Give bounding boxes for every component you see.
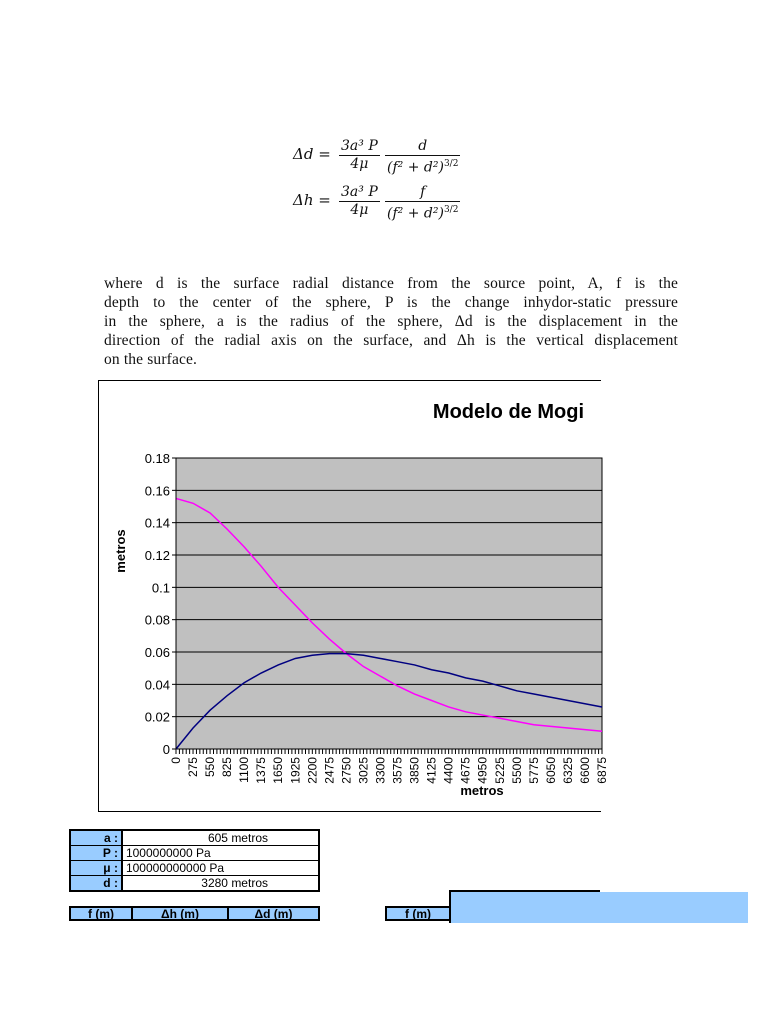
column-header-f: f (m) (69, 906, 133, 921)
paragraph-line: where d is the surface radial distance from the source point, A, f is the (104, 275, 678, 292)
x-tick-label: 3025 (356, 757, 371, 784)
x-tick-label: 2750 (339, 757, 354, 784)
x-tick-label: 1100 (237, 757, 252, 783)
chart-title: Modelo de Mogi (432, 401, 584, 423)
parameter-value: 1000000000 Pa (122, 846, 319, 861)
formula-fraction: $\frac{\text{3a³ P}}{4\mu}$ (341, 138, 378, 172)
parameter-row (70, 861, 319, 876)
x-tick-label: 5775 (526, 757, 541, 784)
formula-fraction: $\frac{f}{(f^2 + d^2)^{3/2}}$ (387, 184, 459, 222)
x-tick-label: 2200 (305, 757, 320, 784)
plot-area (176, 458, 602, 749)
x-tick-label: 6325 (560, 757, 575, 784)
parameter-value: 100000000000 Pa (122, 861, 319, 876)
parameter-value: 605 metros (122, 830, 319, 846)
x-tick-label: 825 (220, 757, 235, 778)
column-header-f-right: f (m) (385, 906, 451, 921)
formula-fraction: $\frac{\text{3a³ P}}{4\mu}$ (341, 184, 378, 218)
paragraph-line: on the surface. (104, 351, 198, 368)
formula-delta-d (293, 132, 493, 176)
x-tick-label: 1375 (254, 757, 269, 784)
formula-lhs: Δh = (293, 191, 331, 209)
y-tick-label: 0.04 (144, 677, 170, 693)
x-tick-label: 2475 (322, 757, 337, 784)
formula-block (293, 132, 493, 232)
parameter-label: P : (70, 846, 122, 861)
x-tick-label: 550 (203, 757, 218, 778)
y-tick-label: 0.02 (144, 709, 170, 725)
highlight-block-border (449, 890, 451, 923)
formula-delta-h (293, 178, 493, 222)
x-tick-label: 3575 (390, 757, 405, 784)
x-tick-label: 4675 (458, 757, 473, 784)
y-tick-label: 0.18 (144, 451, 170, 466)
parameter-label: d : (70, 876, 122, 892)
formula-fraction: $\frac{d}{(f^2 + d^2)^{3/2}}$ (387, 138, 459, 176)
x-tick-label: 0 (169, 757, 183, 764)
x-tick-label: 6875 (595, 757, 609, 784)
y-tick-label: 0.08 (144, 612, 170, 628)
x-tick-label: 3850 (407, 757, 422, 784)
x-tick-label: 5225 (492, 757, 507, 784)
column-header-delta-d: Δd (m) (227, 906, 320, 921)
x-tick-label: 4125 (424, 757, 439, 784)
y-axis-label: metros (113, 529, 128, 573)
parameter-row (70, 876, 319, 892)
paragraph-line: in the sphere, a is the radius of the sphere, Δd is the displacement in the (104, 313, 678, 330)
parameter-row (70, 830, 319, 846)
x-tick-label: 1650 (271, 757, 286, 784)
chart-svg (99, 381, 609, 811)
x-tick-label: 3300 (373, 757, 388, 784)
y-tick-label: 0.06 (144, 645, 170, 660)
x-axis-label: metros (460, 783, 504, 798)
parameter-label: μ : (70, 861, 122, 876)
highlight-block-border (450, 890, 600, 892)
x-tick-label: 6600 (577, 757, 592, 784)
explanation-paragraph (104, 274, 678, 369)
mogi-chart (98, 380, 609, 812)
y-tick-label: 0.1 (151, 580, 170, 596)
x-tick-label: 6050 (543, 757, 558, 784)
paragraph-line: direction of the radial axis on the surface, and Δh is the vertical displacement (104, 332, 678, 349)
highlight-block (450, 892, 748, 923)
x-tick-label: 5500 (509, 757, 524, 784)
x-tick-label: 4950 (475, 757, 490, 784)
parameter-value: 3280 metros (122, 876, 319, 892)
y-tick-label: 0 (162, 742, 170, 757)
x-tick-label: 1925 (288, 757, 303, 784)
y-tick-label: 0.12 (144, 548, 170, 563)
parameter-label: a : (70, 830, 122, 846)
y-tick-label: 0.16 (144, 483, 170, 499)
parameter-row (70, 846, 319, 861)
x-tick-label: 275 (186, 757, 201, 778)
parameters-table (69, 829, 320, 892)
x-tick-label: 4400 (441, 757, 456, 784)
formula-lhs: Δd = (293, 145, 331, 163)
y-tick-label: 0.14 (144, 515, 170, 531)
column-header-delta-h: Δh (m) (131, 906, 229, 921)
paragraph-line: depth to the center of the sphere, P is the change inhydor-static pressure (104, 294, 678, 311)
